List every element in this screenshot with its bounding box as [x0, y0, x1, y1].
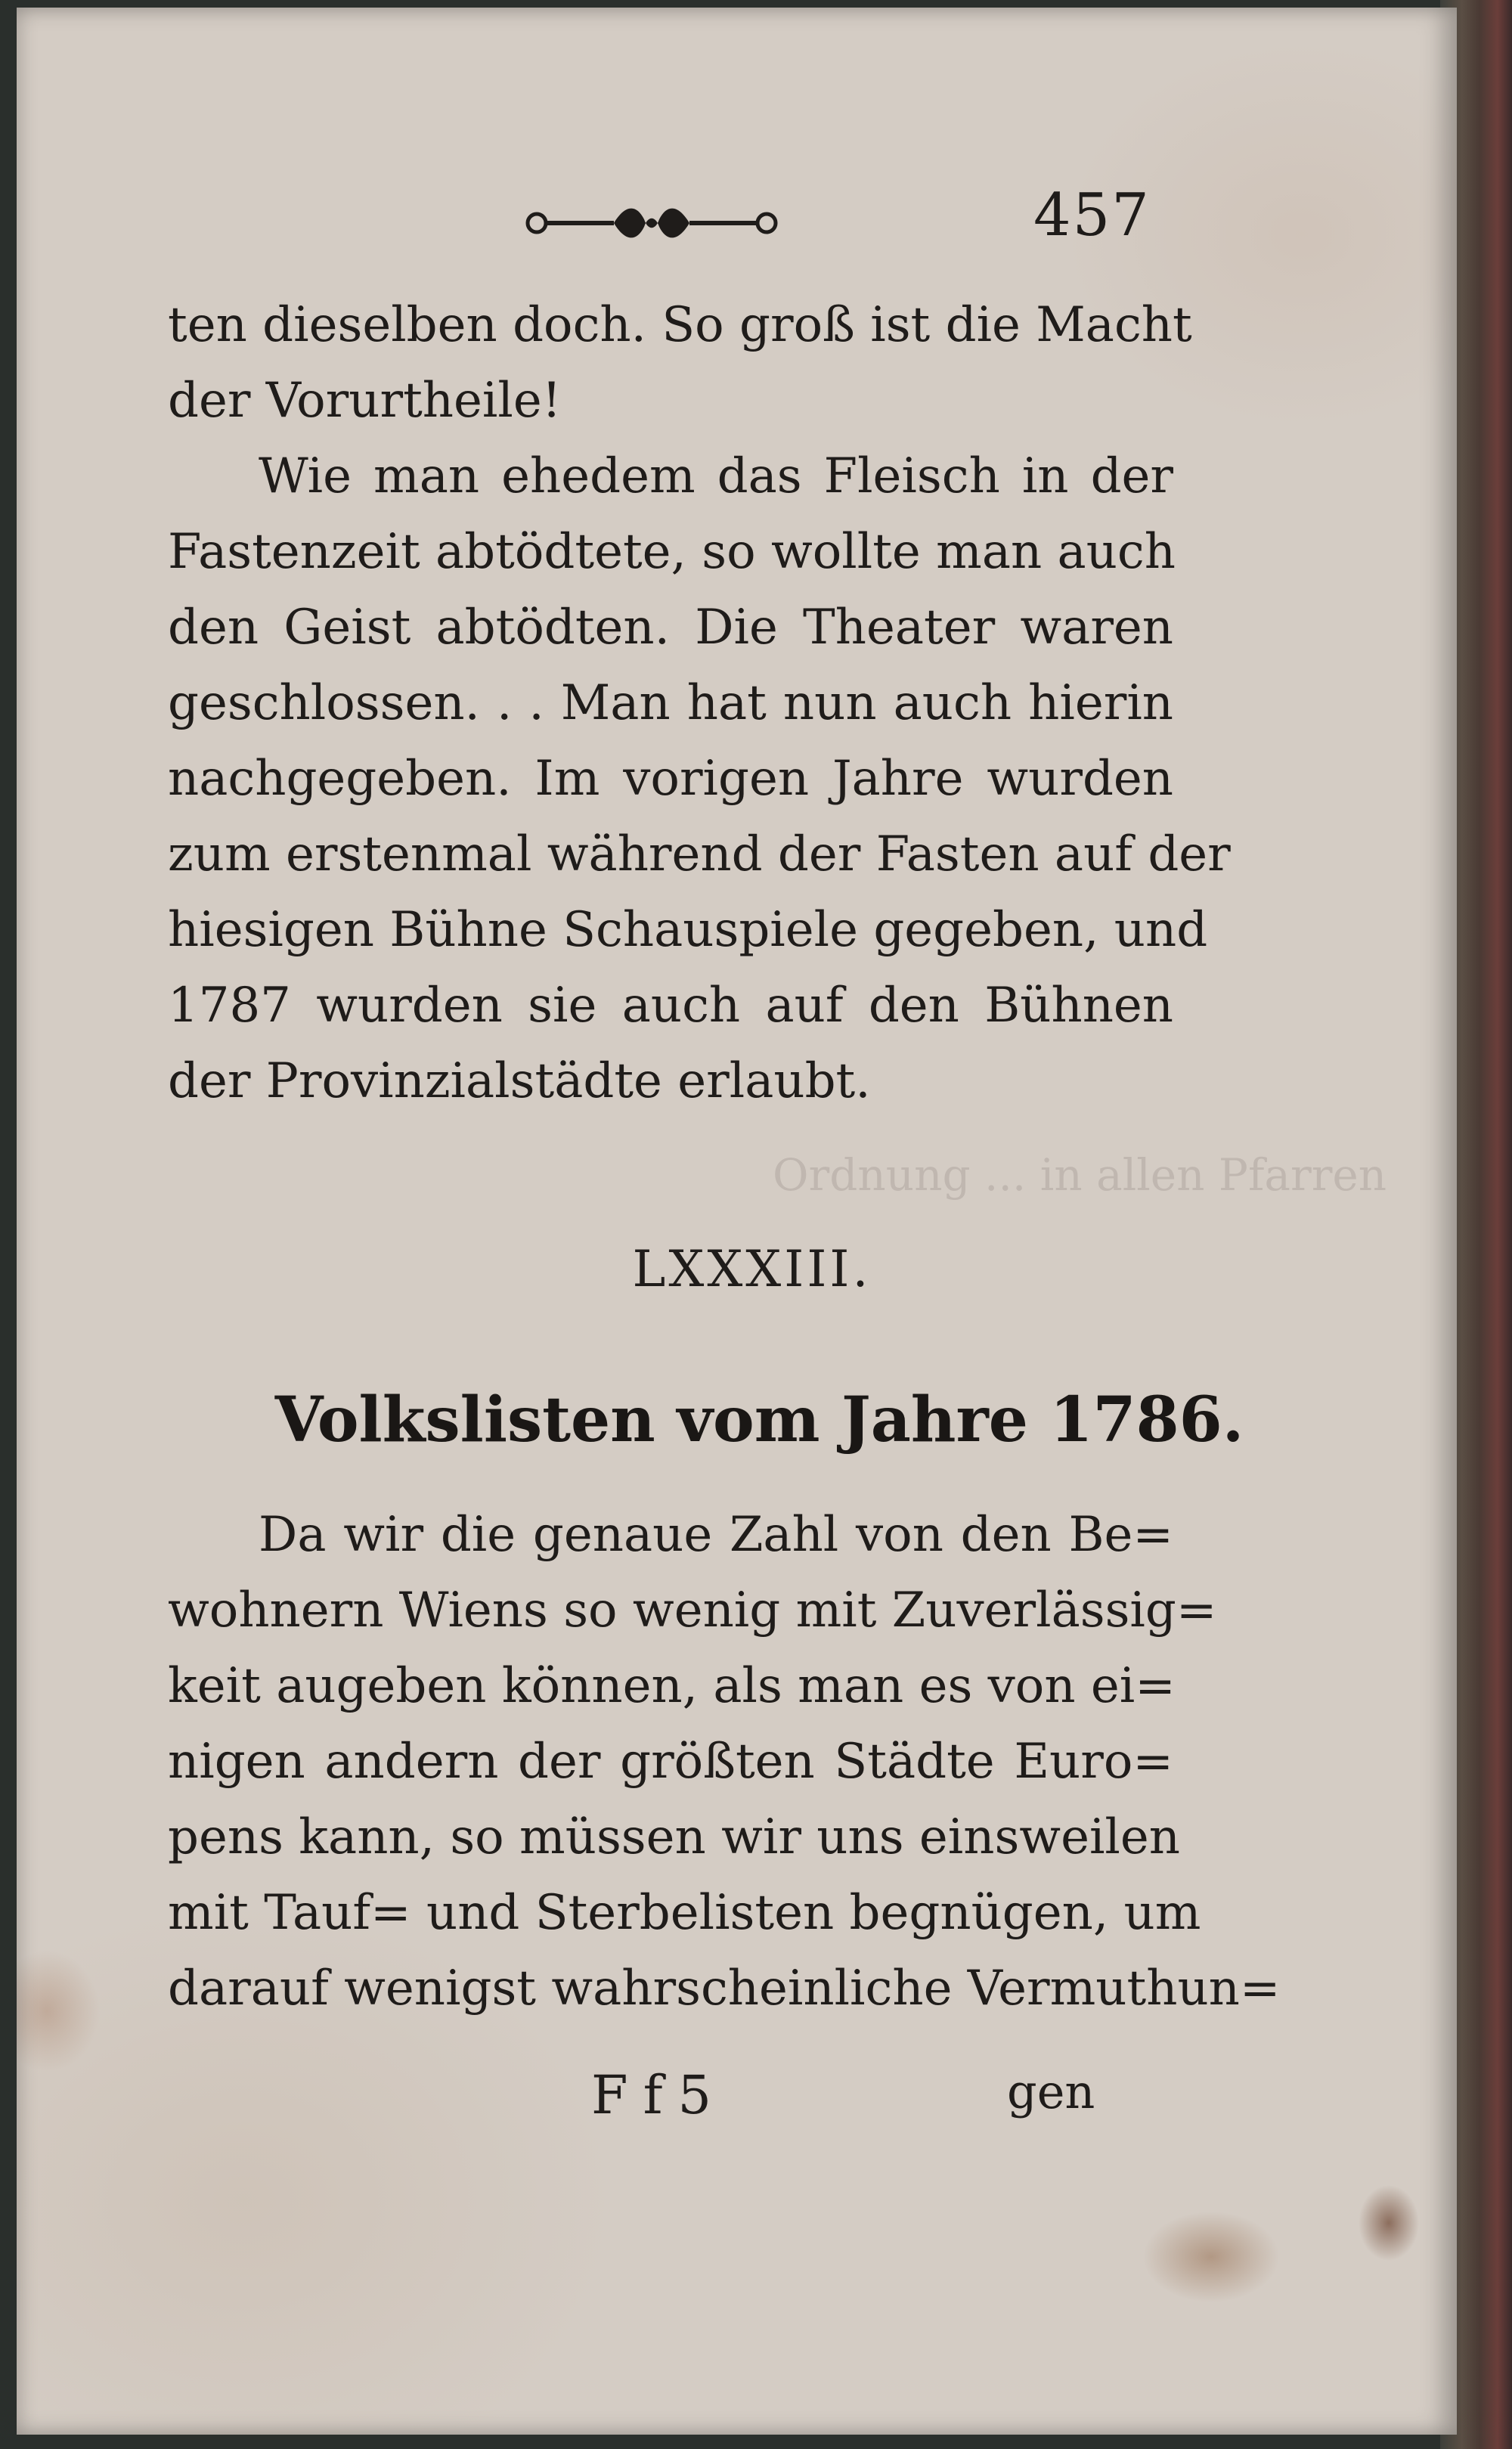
text-line: Da wir die genaue Zahl von den Be= [259, 1507, 1173, 1563]
text-line: hiesigen Bühne Schauspiele gegeben, und [168, 902, 1208, 958]
text-line: Fastenzeit abtödtete, so wollte man auch [168, 524, 1176, 580]
text-line: 1787 wurden sie auch auf den Bühnen [168, 978, 1173, 1034]
text-block-bottom [168, 1497, 1281, 2026]
text-line: der Provinzialstädte erlaubt. [168, 1053, 871, 1109]
text-line: zum erstenmal während der Fasten auf der [168, 826, 1231, 882]
text-line: nachgegeben. Im vorigen Jahre wurden [168, 751, 1173, 807]
text-line: geschlossen. . . Man hat nun auch hierin [168, 675, 1173, 731]
show-through-text: Ordnung ... in allen Pfarren [773, 1149, 1387, 1201]
signature-mark: Ff5 [591, 2064, 727, 2126]
text-line: wohnern Wiens so wenig mit Zuverlässig= [168, 1583, 1217, 1638]
text-line: pens kann, so müssen wir uns einsweilen [168, 1809, 1180, 1865]
text-line: mit Tauf= und Sterbelisten begnügen, um [168, 1885, 1201, 1941]
page-number: 457 [1033, 181, 1151, 250]
catchword: gen [1007, 2064, 1095, 2119]
section-number: LXXXIII. [632, 1240, 872, 1298]
text-line: keit augeben können, als man es von ei= [168, 1658, 1176, 1714]
text-line: der Vorurtheile! [168, 373, 562, 429]
text-line: Wie man ehedem das Fleisch in der [259, 448, 1173, 504]
text-line: darauf wenigst wahrscheinliche Vermuthun= [168, 1961, 1281, 2017]
book-page [17, 8, 1457, 2435]
section-title: Volkslisten vom Jahre 1786. [274, 1384, 1244, 1456]
text-block-top [168, 287, 1231, 1119]
text-line: nigen andern der größten Städte Euro= [168, 1734, 1173, 1790]
page-header [17, 174, 1457, 265]
decorative-rule-icon [523, 200, 780, 246]
text-line: ten dieselben doch. So groß ist die Macht [168, 297, 1192, 353]
text-line: den Geist abtödten. Die Theater waren [168, 600, 1173, 656]
